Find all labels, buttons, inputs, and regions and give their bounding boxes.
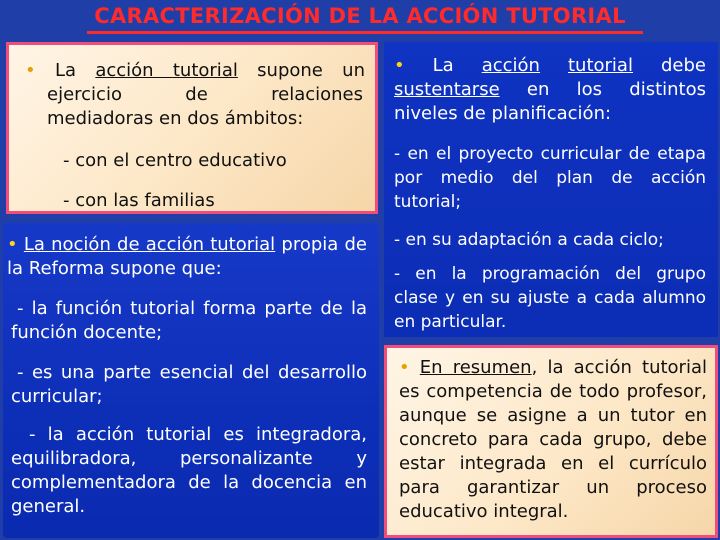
planificacion-item3: - en la programación del grupo clase y en su ajuste a cada alumno en particular. [394, 264, 706, 332]
reforma-item2: - es una parte esencial del desarrollo curricular; [11, 362, 367, 407]
reforma-item3: - la acción tutorial es integradora, equilibradora, personalizante y complementadora de la docencia en general. [11, 424, 367, 517]
item-centro: - con el centro educativo [63, 150, 287, 171]
bullet-icon: • [399, 357, 410, 378]
box-planificacion [384, 42, 718, 337]
bullet-icon: • [25, 60, 36, 81]
box-two-areas [6, 42, 378, 214]
resumen-text: • En resumen, la acción tutorial es competencia de todo profesor, aunque se asigne a un tutor en concreto para cada grupo, debe estar integrada en el currículo para garantizar un proceso educativo integral. [399, 357, 707, 522]
two-areas-line2: ejercicio de relaciones [47, 84, 363, 105]
title-bar [0, 0, 720, 38]
reforma-item1: - la función tutorial forma parte de la función docente; [11, 298, 367, 343]
bullet-icon: • [7, 234, 18, 255]
planificacion-item1: - en el proyecto curricular de etapa por medio del plan de acción tutorial; [394, 144, 706, 212]
planificacion-intro: • La acción tutorial debe sustentarse en los distintos niveles de planificación: [394, 55, 706, 124]
item-familias: - con las familias [63, 190, 215, 211]
box-reforma [3, 223, 379, 538]
title-underline [87, 31, 643, 34]
reforma-intro: • La noción de acción tutorial propia de la Reforma supone que: [7, 234, 367, 279]
two-areas-intro: • La acción tutorial supone un [25, 60, 365, 81]
two-areas-line3: mediadoras en dos ámbitos: [47, 108, 304, 129]
bullet-icon: • [394, 55, 405, 76]
box-resumen [384, 345, 718, 538]
planificacion-item2: - en su adaptación a cada ciclo; [394, 230, 664, 250]
slide-title: CARACTERIZACIÓN DE LA ACCIÓN TUTORIAL [94, 4, 626, 28]
